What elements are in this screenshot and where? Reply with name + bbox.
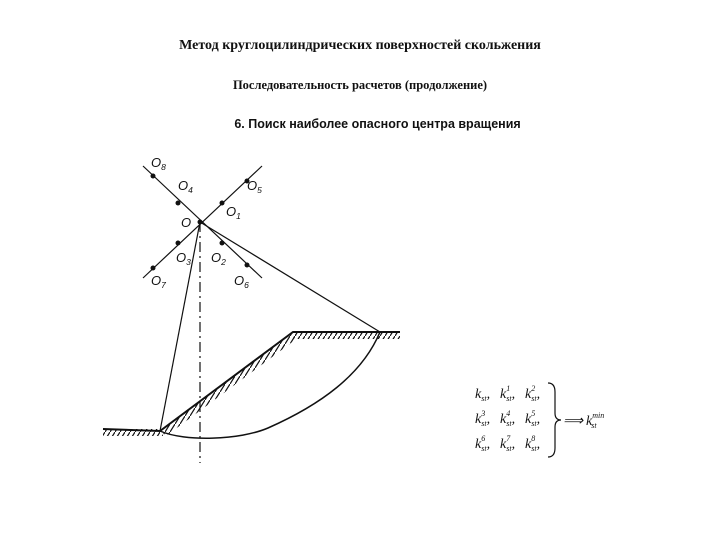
formula-term-k3: $k^3$ st, [475, 409, 491, 428]
center-point-o6 [245, 263, 250, 268]
ground-hatch-top [293, 332, 400, 339]
formula-term-k6: $k^6$ st, [475, 434, 491, 453]
step-heading: 6. Поиск наиболее опасного центра вращения [234, 117, 521, 131]
label-o8: $O_8$ [151, 155, 166, 172]
formula-row-1 [475, 384, 540, 403]
formula-term-k8: $k^8$ st, [525, 434, 541, 453]
center-points [151, 174, 250, 271]
radius-line-right [200, 222, 380, 332]
formula-term-k1: $k^1$ st, [500, 384, 516, 403]
formula-result-kmin: $k^{min}$ st [586, 411, 605, 430]
center-point-o [198, 220, 203, 225]
label-o: O [181, 215, 192, 230]
center-point-o7 [151, 266, 156, 271]
center-point-o3 [176, 241, 181, 246]
label-o7: $O_7$ [151, 273, 166, 290]
stability-formula [475, 383, 604, 457]
formula-row-3 [475, 434, 540, 453]
slide-subtitle: Последовательность расчетов (продолжение) [232, 78, 488, 92]
formula-term-k2: $k^2$ st, [525, 384, 541, 403]
label-o4: $O_4$ [178, 178, 193, 195]
center-labels [151, 155, 262, 290]
center-point-o4 [176, 201, 181, 206]
label-o3: $O_3$ [176, 250, 191, 267]
label-o5: $O_5$ [247, 178, 262, 195]
center-point-o8 [151, 174, 156, 179]
formula-term-k0: $k_{st}$, [475, 387, 491, 403]
label-o1: $O_1$ [226, 204, 241, 221]
formula-brace [548, 383, 561, 457]
formula-term-k5: $k^5$ st, [525, 409, 541, 428]
center-point-o2 [220, 241, 225, 246]
formula-row-2 [475, 409, 540, 428]
slope-hatch [160, 332, 299, 436]
formula-term-k7: $k^7$ st, [500, 434, 516, 453]
label-o2: $O_2$ [211, 250, 226, 267]
formula-implies-arrow: ⟹ [563, 414, 584, 429]
label-o6: $O_6$ [234, 273, 249, 290]
ground-line [103, 332, 400, 431]
center-point-o1 [220, 201, 225, 206]
slide-title: Метод круглоцилиндрических поверхностей скольжения [179, 38, 541, 53]
ground-surface [103, 332, 400, 436]
formula-term-k4: $k^4$ st, [500, 409, 516, 428]
